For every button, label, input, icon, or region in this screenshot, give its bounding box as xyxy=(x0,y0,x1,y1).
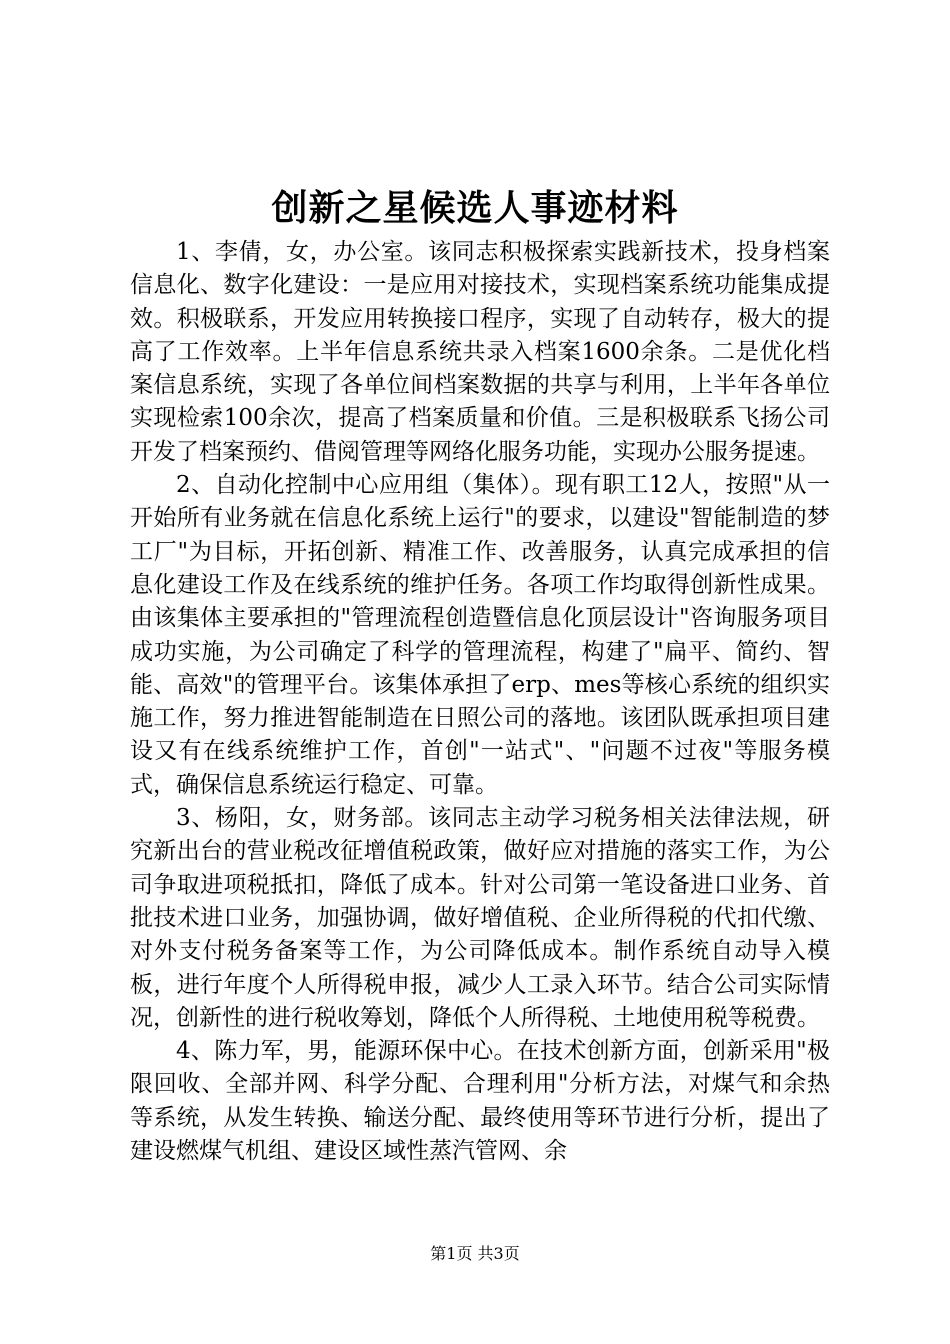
paragraph-1: 1、李倩，女，办公室。该同志积极探索实践新技术，投身档案信息化、数字化建设：一是应用对接技术，实现档案系统功能集成提效。积极联系，开发应用转换接口程序，实现了自动转存，极大的提高了工作效率。上半年信息系统共录入档案1600余条。二是优化档案信息系统，实现了各单位间档案数据的共享与利用，上半年各单位实现检索100余次，提高了档案质量和价值。三是积极联系飞扬公司开发了档案预约、借阅管理等网络化服务功能，实现办公服务提速。 xyxy=(130,239,830,465)
paragraph-2: 2、自动化控制中心应用组（集体）。现有职工12人，按照"从一开始所有业务就在信息化系统上运行"的要求，以建设"智能制造的梦工厂"为目标，开拓创新、精准工作、改善服务，认真完成承担的信息化建设工作及在线系统的维护任务。各项工作均取得创新性成果。由该集体主要承担的"管理流程创造暨信息化顶层设计"咨询服务项目成功实施，为公司确定了科学的管理流程，构建了"扁平、简约、智能、高效"的管理平台。该集体承担了erp、mes等核心系统的组织实施工作，努力推进智能制造在日照公司的落地。该团队既承担项目建设又有在线系统维护工作，首创"一站式"、"问题不过夜"等服务模式，确保信息系统运行稳定、可靠。 xyxy=(130,472,830,798)
paragraph-3: 3、杨阳，女，财务部。该同志主动学习税务相关法律法规，研究新出台的营业税改征增值税政策，做好应对措施的落实工作，为公司争取进项税抵扣，降低了成本。针对公司第一笔设备进口业务、首批技术进口业务，加强协调，做好增值税、企业所得税的代扣代缴、对外支付税务备案等工作，为公司降低成本。制作系统自动导入模板，进行年度个人所得税申报，减少人工录入环节。结合公司实际情况，创新性的进行税收筹划，降低个人所得税、土地使用税等税费。 xyxy=(130,805,830,1031)
page-footer: 第1页 共3页 xyxy=(430,1244,520,1263)
page-title: 创新之星候选人事迹材料 xyxy=(271,187,679,229)
document-body xyxy=(130,236,830,1168)
paragraph-4: 4、陈力军，男，能源环保中心。在技术创新方面，创新采用"极限回收、全部并网、科学分配、合理利用"分析方法，对煤气和余热等系统，从发生转换、输送分配、最终使用等环节进行分析，提出了建设燃煤气机组、建设区域性蒸汽管网、余 xyxy=(130,1038,830,1165)
